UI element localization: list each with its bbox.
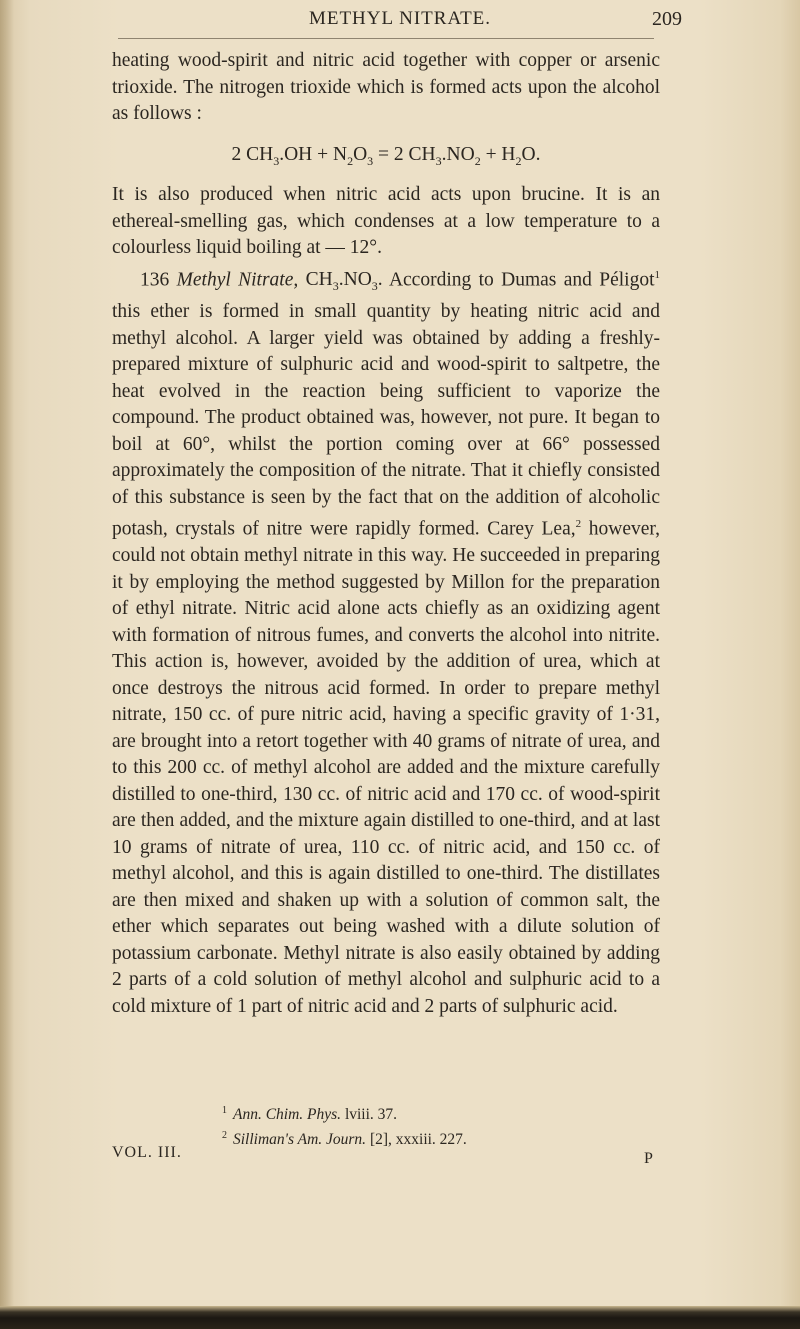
footnote-ref-2: 2 (575, 518, 582, 531)
brucine-paragraph: It is also produced when nitric acid acts upon brucine. It is an ethereal-smelling gas, which condenses at a low temperature to a colourless liquid boiling at — 12°. (112, 184, 660, 258)
page-number: 209 (652, 8, 682, 30)
methyl-nitrate-section (112, 262, 660, 1021)
main-text (112, 48, 660, 1020)
running-header (0, 8, 800, 38)
page-bottom-edge (0, 1306, 800, 1329)
footnote-ref-1: 1 (654, 268, 661, 281)
footnote-1: $^1$ Ann. Chim. Phys. lviii. 37. (222, 1105, 398, 1124)
binding-shadow (0, 0, 14, 1329)
footnote-2: $^2$ Silliman's Am. Journ. [2], xxxiii. 227. (222, 1130, 467, 1149)
section-number: 136 (140, 269, 170, 290)
header-rule (118, 38, 654, 39)
volume-signature: VOL. III. (112, 1144, 182, 1161)
footnotes (222, 1100, 662, 1150)
section-text-b: this ether is formed in small quantity by heating nitric acid and methyl alcohol. A larger yield was obtained by adding a freshly-prepared mixture of sulphuric acid and wood-spirit to saltpetre, the heat evolved in the reaction being sufficient to vaporize the compound. The product obtained was, however, not pure. It began to boil at 60°, whilst the portion coming over at 66° possessed approximately the composition of the nitrate. That it chiefly consisted of this substance is seen by the fact that on the addition of alcoholic potash, crystals of nitre were rapidly formed. Carey Lea, (112, 301, 660, 540)
section-text-a: According to Dumas and Péligot (382, 269, 655, 290)
section-text-c: however, could not obtain methyl nitrate in this way. He succeeded in preparing it by employing the method suggested by Millon for the preparation of ethyl nitrate. Nitric acid alone acts chiefly as an oxidizing agent with formation of nitrous fumes, and converts the alcohol into nitrite. This action is, however, avoided by the addition of urea, which at once destroys the nitrous acid formed. In order to prepare methyl nitrate, 150 cc. of pure nitric acid, having a specific gravity of 1·31, are brought into a retort together with 40 grams of nitrate of urea, and to this 200 cc. of methyl alcohol are added and the mixture carefully distilled to one-third, 130 cc. of nitric acid and 170 cc. of wood-spirit are then added, and the mixture again distilled to one-third, and at last 10 grams of nitrate of urea, 110 cc. of nitric acid, and 150 cc. of methyl alcohol, and this is again distilled to one-third. The distillates are then mixed and shaken up with a solution of common salt, the ether which separates out being washed with a dilute solution of potassium carbonate. Methyl nitrate is also easily obtained by adding 2 parts of a cold solution of methyl alcohol and sulphuric acid to a cold mixture of 1 part of nitric acid and 2 parts of sulphuric acid. (112, 518, 661, 1017)
chemical-equation: 2 $CH_3.OH + N_2O_3 = 2$ $CH_3.NO_2 + H_2O$. (231, 143, 541, 168)
section-formula: $CH_3.NO_3$. (305, 269, 383, 293)
opening-paragraph: heating wood-spirit and nitric acid together with copper or arsenic trioxide. The nitrogen trioxide which is formed acts upon the alcohol as follows : (112, 50, 660, 124)
signature-mark: P (644, 1150, 653, 1167)
section-title: Methyl Nitrate, (176, 269, 299, 290)
running-title: METHYL NITRATE. (308, 8, 492, 29)
